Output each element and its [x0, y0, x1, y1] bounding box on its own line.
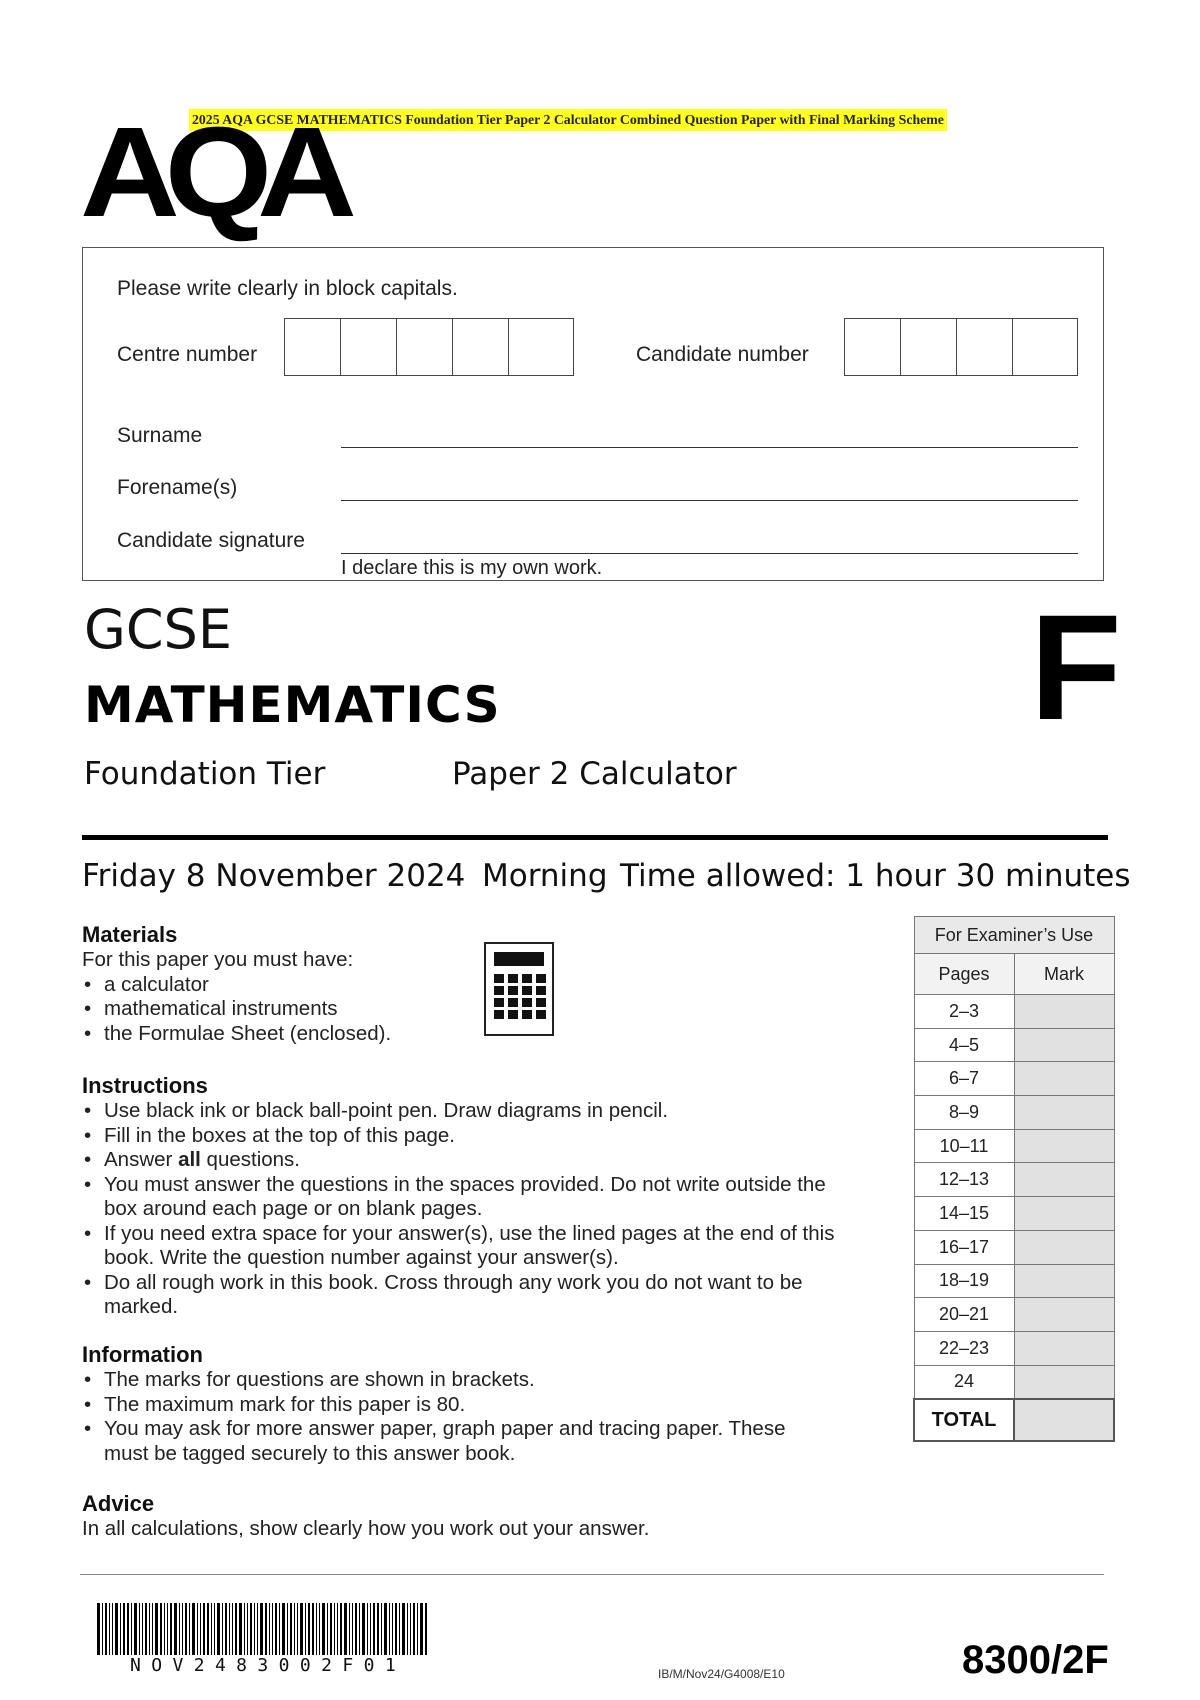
barcode-bar [152, 1603, 153, 1655]
document-reference: IB/M/Nov24/G4008/E10 [658, 1667, 785, 1681]
barcode-bar [417, 1603, 418, 1655]
list-item: • If you need extra space for your answer(s), use the lined pages at the end of this book. Write the question number against your answer(s). [82, 1222, 852, 1271]
barcode-bar [260, 1603, 263, 1655]
barcode-bar [120, 1603, 121, 1655]
pages-cell: 6–7 [914, 1062, 1014, 1096]
barcode-bar [279, 1603, 280, 1655]
mark-column-header: Mark [1014, 954, 1114, 995]
paper-code: 8300/2F [962, 1638, 1109, 1682]
barcode-bar [167, 1603, 168, 1655]
mark-cell [1014, 1298, 1114, 1332]
title-divider [82, 835, 1108, 840]
barcode-bar [164, 1603, 165, 1655]
mark-cell [1014, 1062, 1114, 1096]
barcode-bar [149, 1603, 150, 1655]
pages-cell: 24 [914, 1365, 1014, 1399]
barcode-bar [134, 1603, 137, 1655]
signature-line[interactable] [341, 553, 1078, 554]
list-item: • Use black ink or black ball-point pen. Draw diagrams in pencil. [82, 1099, 852, 1124]
materials-list [82, 973, 482, 1047]
barcode-bar [217, 1603, 220, 1655]
mark-cell [1014, 995, 1114, 1029]
centre-number-digit-box[interactable] [453, 319, 509, 375]
pages-cell: 22–23 [914, 1331, 1014, 1365]
forename-line[interactable] [341, 500, 1078, 501]
barcode-bar [410, 1603, 411, 1655]
barcode-bar [145, 1603, 147, 1655]
barcode-bar [370, 1603, 371, 1655]
barcode-bar [105, 1603, 107, 1655]
candidate-number-label: Candidate number [636, 343, 809, 366]
mark-cell [1014, 1264, 1114, 1298]
barcode-bar [319, 1603, 320, 1655]
subject-title: MATHEMATICS [84, 676, 501, 734]
advice-heading: Advice [82, 1491, 155, 1516]
centre-number-boxes[interactable] [284, 318, 574, 376]
barcode-bar [207, 1603, 209, 1655]
barcode-bar [316, 1603, 317, 1655]
list-item: • a calculator [82, 973, 482, 998]
declaration-text: I declare this is my own work. [341, 557, 603, 579]
barcode-bar [189, 1603, 190, 1655]
list-item-text: Answer [104, 1148, 179, 1171]
list-item: • The maximum mark for this paper is 80. [82, 1393, 812, 1418]
exam-session: Morning [482, 858, 608, 894]
pages-cell: 14–15 [914, 1197, 1014, 1231]
footer-divider [80, 1574, 1104, 1575]
barcode-bar [192, 1603, 195, 1655]
emphasis-text: all [178, 1148, 201, 1171]
barcode-bar [275, 1603, 277, 1655]
calculator-icon [484, 942, 554, 1036]
barcode-bar [170, 1603, 172, 1655]
barcode-bar [290, 1603, 292, 1655]
examiner-table-heading: For Examiner’s Use [914, 917, 1114, 954]
centre-number-label: Centre number [117, 343, 258, 366]
barcode-bar [203, 1603, 205, 1655]
barcode-bar [250, 1603, 252, 1655]
tier-letter: F [1030, 583, 1122, 751]
time-allowed: Time allowed: 1 hour 30 minutes [620, 858, 1131, 894]
mark-cell [1014, 1197, 1114, 1231]
barcode-bar [294, 1603, 295, 1655]
list-item: • You must answer the questions in the spaces provided. Do not write outside the box around each page or on blank pages. [82, 1173, 852, 1222]
barcode-bar [239, 1603, 242, 1655]
materials-intro: For this paper you must have: [82, 948, 354, 971]
list-item [82, 1148, 852, 1173]
barcode-bar [337, 1603, 338, 1655]
pages-cell: 20–21 [914, 1298, 1014, 1332]
tier-label: Foundation Tier [84, 756, 326, 792]
barcode-bar [139, 1603, 140, 1655]
barcode-bar [297, 1603, 298, 1655]
centre-number-digit-box[interactable] [509, 319, 565, 375]
barcode-bar [389, 1603, 390, 1655]
exam-date: Friday 8 November 2024 [82, 858, 466, 894]
barcode-bar [109, 1603, 110, 1655]
aqa-logo: AQA [80, 101, 342, 244]
pages-cell: 16–17 [914, 1230, 1014, 1264]
qualification-title: GCSE [84, 598, 232, 661]
mark-cell [1014, 1028, 1114, 1062]
surname-label: Surname [117, 424, 203, 447]
barcode-bar [229, 1603, 230, 1655]
surname-line[interactable] [341, 447, 1078, 448]
forename-label: Forename(s) [117, 476, 238, 499]
barcode-bar [381, 1603, 382, 1655]
barcode-bar [330, 1603, 332, 1655]
barcode-bar [407, 1603, 408, 1655]
barcode-bar [344, 1603, 347, 1655]
list-item: • Fill in the boxes at the top of this page. [82, 1124, 852, 1149]
barcode-bar [384, 1603, 387, 1655]
barcode-bar [200, 1603, 201, 1655]
barcode-bar [211, 1603, 212, 1655]
barcode-bar [254, 1603, 255, 1655]
barcode-bar [102, 1603, 103, 1655]
barcode-bar [182, 1603, 183, 1655]
candidate-number-digit-box[interactable] [901, 319, 957, 375]
pages-cell: 18–19 [914, 1264, 1014, 1298]
barcode-bar [232, 1603, 233, 1655]
centre-number-digit-box[interactable] [397, 319, 453, 375]
instructions-heading: Instructions [82, 1073, 208, 1098]
barcode-bar [185, 1603, 187, 1655]
list-item-text: questions. [200, 1148, 301, 1171]
barcode [97, 1603, 517, 1655]
mark-cell [1014, 1331, 1114, 1365]
materials-heading: Materials [82, 922, 178, 947]
materials-section [82, 948, 482, 1046]
barcode-bar [359, 1603, 360, 1655]
barcode-bar [247, 1603, 248, 1655]
barcode-bar [322, 1603, 325, 1655]
barcode-bar [300, 1603, 303, 1655]
barcode-bar [399, 1603, 400, 1655]
barcode-bar [349, 1603, 350, 1655]
barcode-bar [127, 1603, 129, 1655]
mark-cell [1014, 1096, 1114, 1130]
barcode-bar [179, 1603, 180, 1655]
centre-number-digit-box[interactable] [285, 319, 341, 375]
mark-cell [1014, 1129, 1114, 1163]
mark-cell [1014, 1230, 1114, 1264]
barcode-bar [340, 1603, 342, 1655]
document-banner: 2025 AQA GCSE MATHEMATICS Foundation Tier Paper 2 Calculator Combined Question Paper with Final Marking Scheme [189, 109, 947, 131]
barcode-bar [244, 1603, 245, 1655]
advice-text: In all calculations, show clearly how you work out your answer. [82, 1517, 650, 1540]
barcode-bar [395, 1603, 397, 1655]
barcode-bar [327, 1603, 328, 1655]
information-heading: Information [82, 1342, 203, 1367]
total-mark-cell [1014, 1399, 1114, 1441]
paper-label: Paper 2 Calculator [452, 756, 737, 792]
barcode-bar [420, 1603, 423, 1655]
pages-cell: 12–13 [914, 1163, 1014, 1197]
barcode-bar [155, 1603, 158, 1655]
list-item: • Do all rough work in this book. Cross through any work you do not want to be marked. [82, 1271, 852, 1320]
candidate-number-boxes[interactable] [844, 318, 1078, 376]
candidate-number-digit-box[interactable] [1013, 319, 1069, 375]
list-item: • The marks for questions are shown in brackets. [82, 1368, 812, 1393]
pages-cell: 2–3 [914, 995, 1014, 1029]
mark-cell [1014, 1163, 1114, 1197]
barcode-bar [367, 1603, 368, 1655]
barcode-bar [362, 1603, 365, 1655]
barcode-bar [235, 1603, 237, 1655]
barcode-bar [142, 1603, 143, 1655]
total-label: TOTAL [914, 1399, 1014, 1441]
barcode-bar [413, 1603, 415, 1655]
barcode-bar [355, 1603, 357, 1655]
barcode-bar [115, 1603, 118, 1655]
barcode-bar [402, 1603, 405, 1655]
block-capitals-instruction: Please write clearly in block capitals. [117, 277, 458, 300]
barcode-bar [257, 1603, 258, 1655]
list-item: • mathematical instruments [82, 997, 482, 1022]
barcode-text: NOV2483002F01 [130, 1655, 407, 1676]
centre-number-digit-box[interactable] [341, 319, 397, 375]
barcode-bar [373, 1603, 375, 1655]
barcode-bar [160, 1603, 162, 1655]
barcode-bar [308, 1603, 310, 1655]
instructions-list [82, 1099, 852, 1320]
barcode-bar [352, 1603, 353, 1655]
examiner-use-table [913, 916, 1115, 1442]
pages-cell: 10–11 [914, 1129, 1014, 1163]
barcode-bar [287, 1603, 288, 1655]
barcode-bar [123, 1603, 125, 1655]
barcode-bar [225, 1603, 227, 1655]
barcode-bar [222, 1603, 223, 1655]
pages-cell: 8–9 [914, 1096, 1014, 1130]
list-item: • the Formulae Sheet (enclosed). [82, 1022, 482, 1047]
barcode-bar [131, 1603, 132, 1655]
barcode-bar [392, 1603, 393, 1655]
barcode-bar [214, 1603, 215, 1655]
candidate-number-digit-box[interactable] [845, 319, 901, 375]
barcode-bar [265, 1603, 267, 1655]
barcode-bar [272, 1603, 273, 1655]
barcode-bar [377, 1603, 379, 1655]
list-item: • You may ask for more answer paper, graph paper and tracing paper. These must be tagged securely to this answer book. [82, 1417, 812, 1466]
barcode-bar [305, 1603, 306, 1655]
signature-label: Candidate signature [117, 529, 305, 552]
barcode-bar [197, 1603, 198, 1655]
barcode-bar [97, 1603, 100, 1655]
mark-cell [1014, 1365, 1114, 1399]
barcode-bar [282, 1603, 285, 1655]
barcode-bar [174, 1603, 177, 1655]
candidate-number-digit-box[interactable] [957, 319, 1013, 375]
information-list [82, 1368, 812, 1466]
pages-column-header: Pages [914, 954, 1014, 995]
barcode-bar [269, 1603, 270, 1655]
pages-cell: 4–5 [914, 1028, 1014, 1062]
barcode-bar [312, 1603, 314, 1655]
barcode-bar [112, 1603, 113, 1655]
barcode-bar [425, 1603, 427, 1655]
barcode-bar [334, 1603, 335, 1655]
